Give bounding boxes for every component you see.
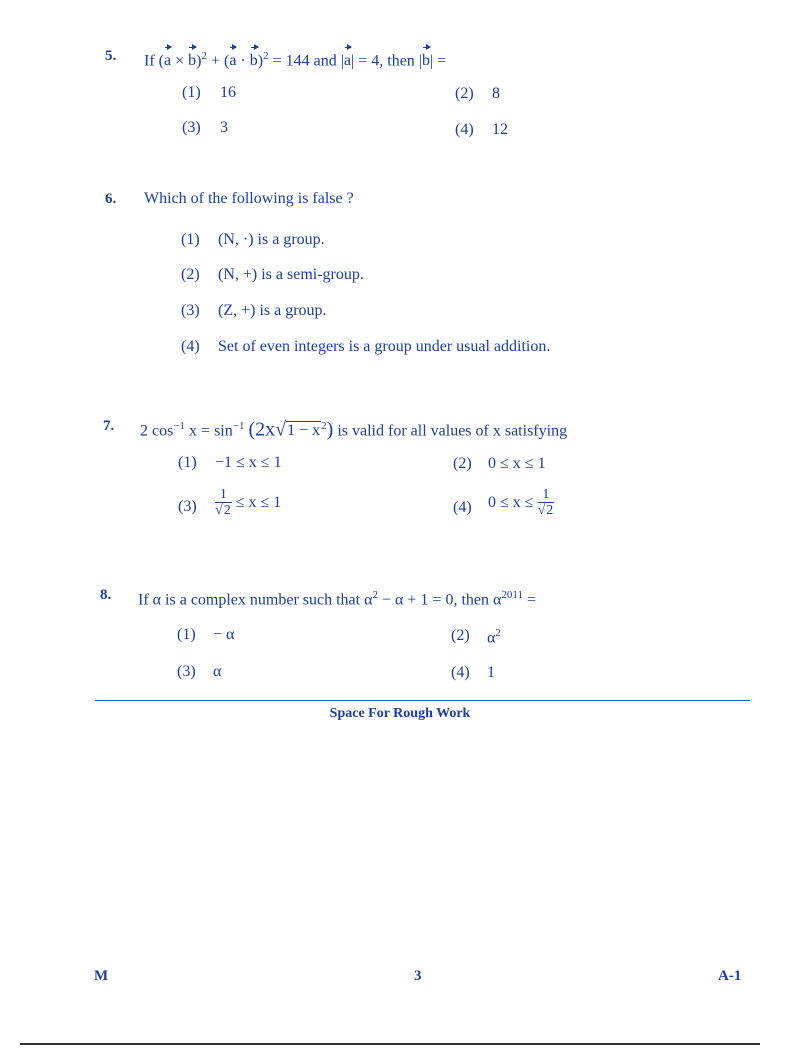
question-number: 8. (100, 587, 112, 603)
question-text: If $(a \times b)^2 + (a \cdot b)^2 = 144$ and |a| = 4, then |b| = (144, 50, 447, 70)
question-number: 7. (103, 418, 115, 434)
fraction: $\frac{1}{√2}$ (215, 487, 231, 518)
sqrt-icon: √ (275, 418, 287, 441)
question-number: 5. (105, 48, 117, 64)
fraction: $\frac{1}{√2}$ (537, 487, 554, 518)
vector-b: b (249, 52, 258, 70)
page-bottom-rule (20, 1043, 760, 1045)
question-text: If α is a complex number such that $\alpha^2 - \alpha + 1 = 0$, then $\alpha^{2011}$ = (138, 589, 536, 609)
rough-work-label: Space For Rough Work (329, 706, 471, 721)
vector-b: b (422, 52, 430, 70)
question-text: 2 $\cos^{-1} x = \sin^{-1} (2x√1 - x^2)$ is valid for all values of x satisfying (140, 418, 568, 441)
footer-right: A-1 (718, 968, 742, 984)
vector-a: a (163, 52, 172, 70)
question-text: Which of the following is false ? (144, 190, 354, 207)
question-number: 6. (105, 191, 117, 207)
vector-a: a (229, 52, 237, 70)
section-divider (95, 700, 750, 701)
page-number: 3 (414, 968, 422, 984)
footer-left: M (94, 968, 109, 984)
vector-a: a (343, 52, 352, 70)
vector-b: b (188, 52, 197, 70)
